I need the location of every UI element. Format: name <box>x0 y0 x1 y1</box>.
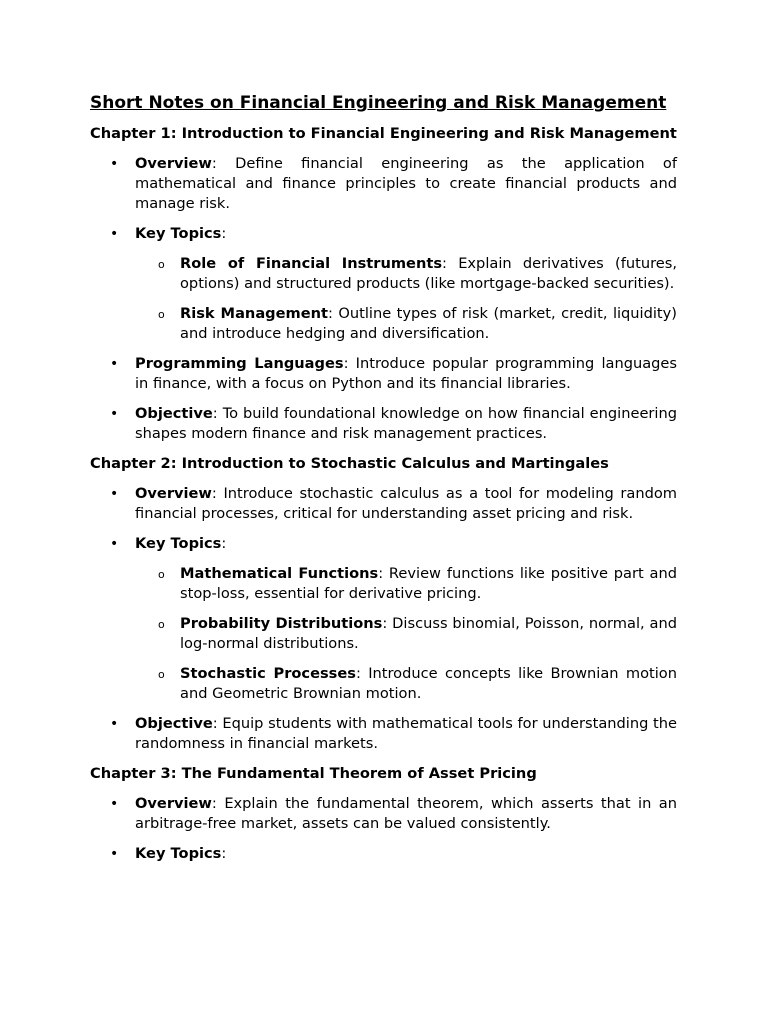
chapter-1-list <box>90 154 677 444</box>
item-term: Key Topics <box>135 535 222 552</box>
item-text: : Introduce concepts like Brownian motion and Geometric Brownian motion. <box>180 665 677 702</box>
circle-bullet-icon: o <box>158 258 165 271</box>
circle-bullet-icon: o <box>158 668 165 681</box>
item-text: : <box>221 225 227 242</box>
circle-bullet-icon: o <box>158 308 165 321</box>
list-item <box>90 714 677 754</box>
item-text: : <box>221 845 227 862</box>
item-term: Probability Distributions <box>180 615 383 632</box>
list-item <box>90 484 677 524</box>
sub-list-item <box>135 564 677 604</box>
item-term: Key Topics <box>135 225 222 242</box>
document-title: Short Notes on Financial Engineering and Risk Management <box>90 93 667 113</box>
bullet-icon: • <box>110 796 119 812</box>
list-item <box>90 844 677 864</box>
item-text: : Introduce popular programming languages in finance, with a focus on Python and its financial libraries. <box>135 355 677 392</box>
sub-list-item <box>135 664 677 704</box>
bullet-icon: • <box>110 846 119 862</box>
bullet-icon: • <box>110 356 119 372</box>
sub-list <box>135 254 677 344</box>
chapter-3-list <box>90 794 677 864</box>
item-text: : Discuss binomial, Poisson, normal, and log-normal distributions. <box>180 615 677 652</box>
item-text: : Introduce stochastic calculus as a tool for modeling random financial processes, critical for understanding asset pricing and risk. <box>135 485 677 522</box>
list-item <box>90 224 677 344</box>
bullet-icon: • <box>110 716 119 732</box>
item-term: Mathematical Functions <box>180 565 379 582</box>
circle-bullet-icon: o <box>158 618 165 631</box>
bullet-icon: • <box>110 486 119 502</box>
sub-list-item <box>135 614 677 654</box>
chapter-3-heading: Chapter 3: The Fundamental Theorem of Asset Pricing <box>90 765 537 782</box>
list-item <box>90 794 677 834</box>
item-term: Programming Languages <box>135 355 344 372</box>
list-item <box>90 534 677 704</box>
sub-list <box>135 564 677 704</box>
bullet-icon: • <box>110 536 119 552</box>
item-text: : Review functions like positive part and stop-loss, essential for derivative pricing. <box>180 565 677 602</box>
item-term: Overview <box>135 795 212 812</box>
item-text: : Explain derivatives (futures, options) and structured products (like mortgage-backed securities). <box>180 255 677 292</box>
item-text: : Equip students with mathematical tools for understanding the randomness in financial markets. <box>135 715 677 752</box>
item-text: : Explain the fundamental theorem, which asserts that in an arbitrage-free market, assets can be valued consistently. <box>135 795 677 832</box>
item-term: Overview <box>135 485 212 502</box>
item-term: Stochastic Processes <box>180 665 356 682</box>
list-item <box>90 354 677 394</box>
chapter-2-list <box>90 484 677 754</box>
item-text: : Define financial engineering as the application of mathematical and finance principles to create financial products and manage risk. <box>135 155 677 212</box>
item-text: : To build foundational knowledge on how financial engineering shapes modern finance and risk management practices. <box>135 405 677 442</box>
item-term: Objective <box>135 405 213 422</box>
bullet-icon: • <box>110 406 119 422</box>
item-term: Risk Management <box>180 305 328 322</box>
sub-list-item <box>135 254 677 294</box>
sub-list-item <box>135 304 677 344</box>
item-term: Key Topics <box>135 845 222 862</box>
item-text: : Outline types of risk (market, credit, liquidity) and introduce hedging and diversification. <box>180 305 677 342</box>
item-term: Role of Financial Instruments <box>180 255 443 272</box>
chapter-2-heading: Chapter 2: Introduction to Stochastic Calculus and Martingales <box>90 455 609 472</box>
item-term: Objective <box>135 715 213 732</box>
bullet-icon: • <box>110 156 119 172</box>
list-item <box>90 154 677 214</box>
item-term: Overview <box>135 155 212 172</box>
list-item <box>90 404 677 444</box>
circle-bullet-icon: o <box>158 568 165 581</box>
bullet-icon: • <box>110 226 119 242</box>
item-text: : <box>221 535 227 552</box>
chapter-1-heading: Chapter 1: Introduction to Financial Engineering and Risk Management <box>90 125 677 142</box>
